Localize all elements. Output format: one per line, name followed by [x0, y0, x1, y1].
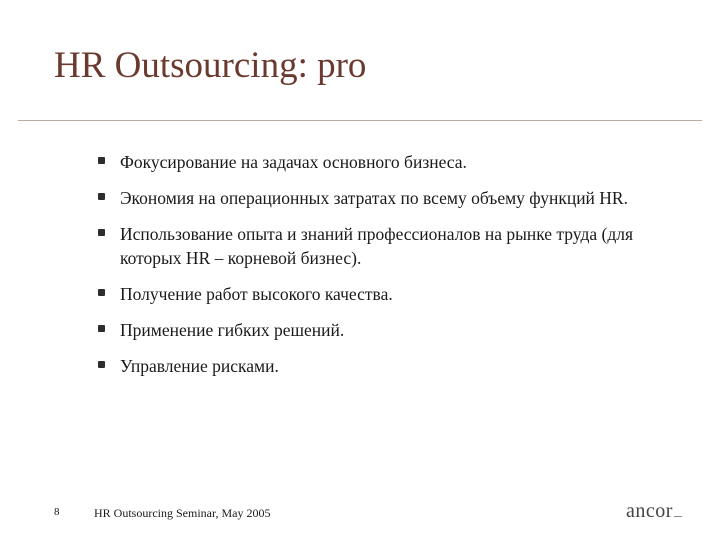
square-bullet-icon — [98, 229, 105, 236]
bullet-item — [98, 186, 658, 210]
bullet-text: Управление рисками. — [120, 356, 279, 376]
bullet-text: Фокусирование на задачах основного бизнеса. — [120, 152, 467, 172]
ancor-logo — [626, 500, 682, 523]
bullet-item — [98, 282, 658, 306]
bullet-item — [98, 150, 658, 174]
bullet-item — [98, 318, 658, 342]
square-bullet-icon — [98, 325, 105, 332]
slide-title: HR Outsourcing: pro — [54, 45, 367, 86]
bullet-list — [98, 150, 658, 390]
bullet-item — [98, 354, 658, 378]
square-bullet-icon — [98, 157, 105, 164]
bullet-text: Использование опыта и знаний профессионалов на рынке труда (для которых HR – корневой бизнес). — [120, 224, 634, 268]
square-bullet-icon — [98, 289, 105, 296]
page-number: 8 — [54, 506, 60, 518]
logo-text: ancor — [626, 500, 673, 522]
title-divider — [18, 120, 702, 121]
square-bullet-icon — [98, 361, 105, 368]
bullet-text: Получение работ высокого качества. — [120, 284, 393, 304]
bullet-item — [98, 222, 658, 270]
bullet-text: Экономия на операционных затратах по всему объему функций HR. — [120, 188, 628, 208]
logo-underscore-mark — [674, 516, 682, 517]
footer-text: HR Outsourcing Seminar, May 2005 — [94, 506, 271, 520]
bullet-text: Применение гибких решений. — [120, 320, 345, 340]
square-bullet-icon — [98, 193, 105, 200]
